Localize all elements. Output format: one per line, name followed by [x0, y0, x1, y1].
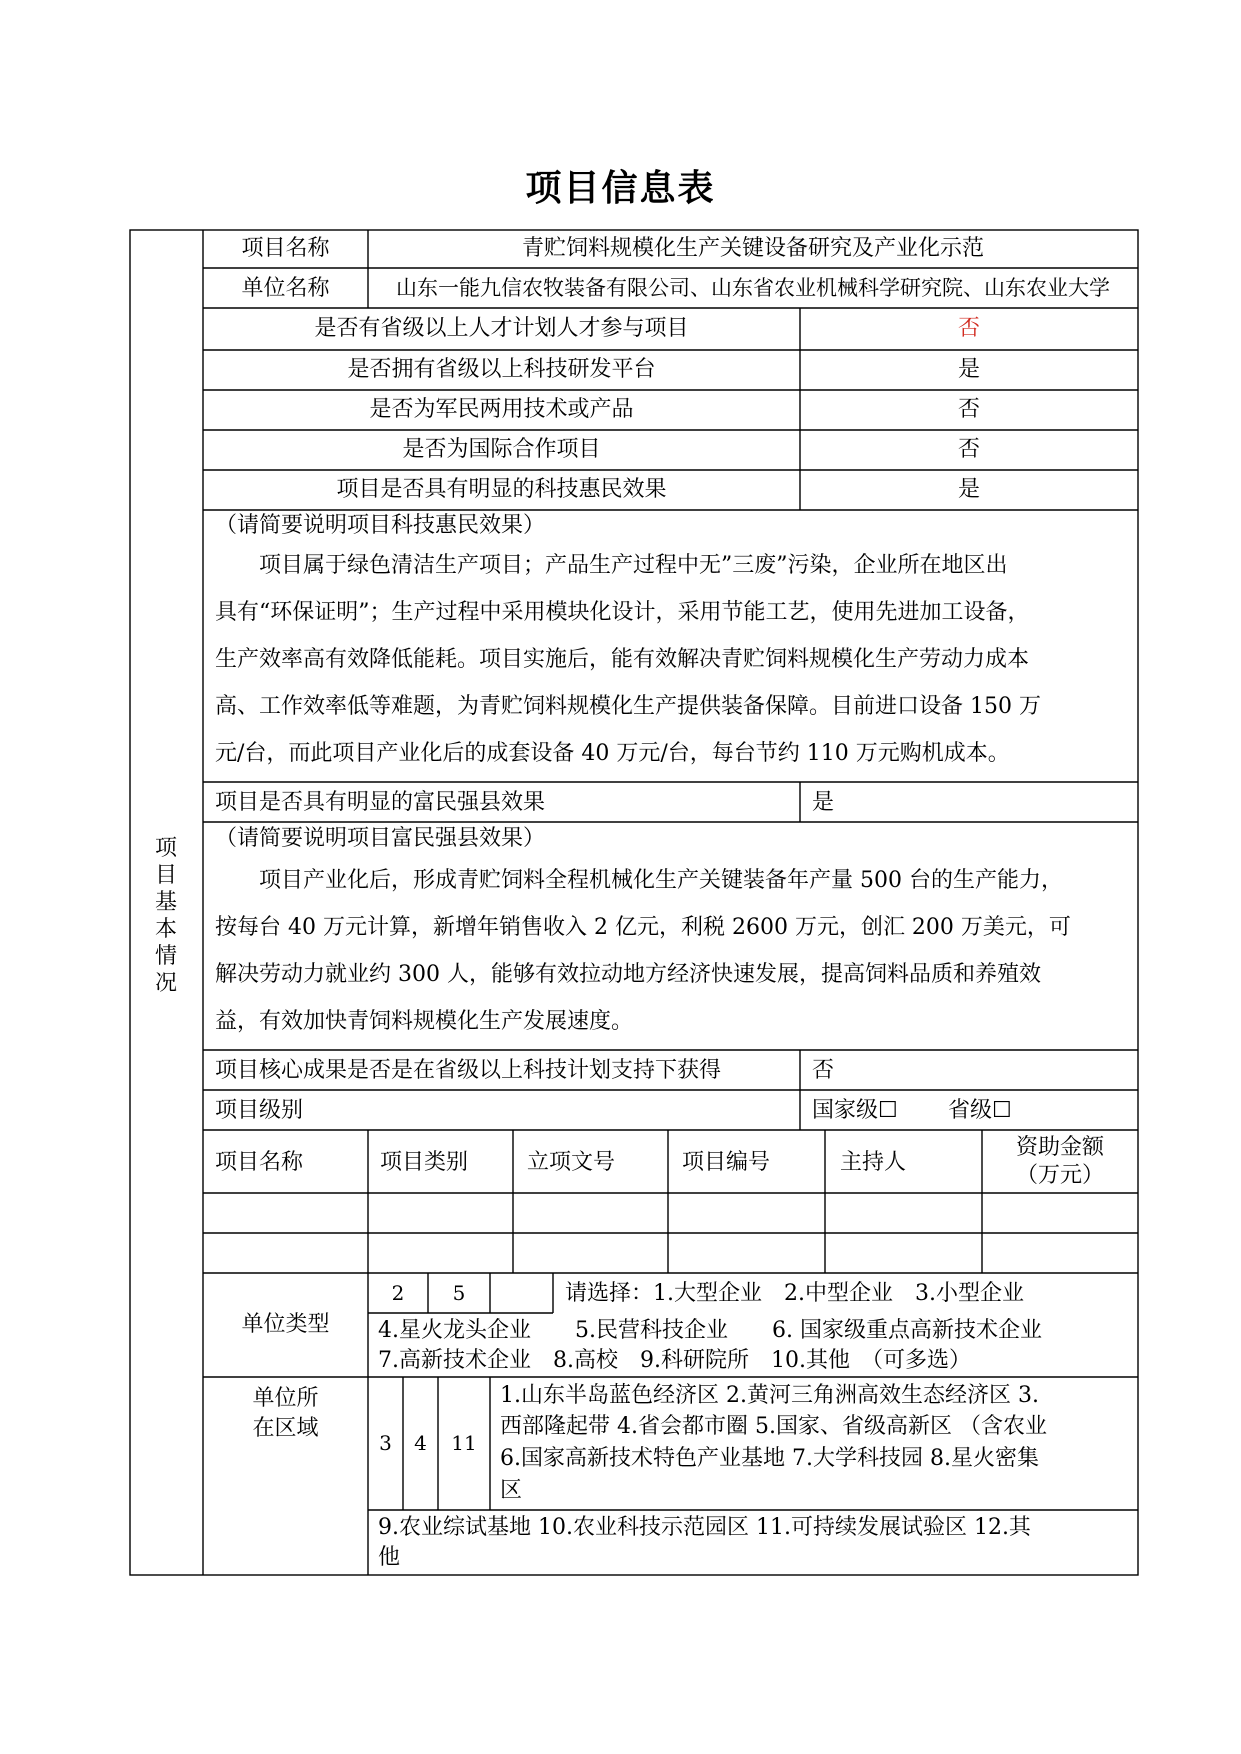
dual-use-answer: 否	[957, 397, 980, 422]
col-funding: 资助金额	[1015, 1135, 1104, 1160]
platform-question: 是否拥有省级以上科技研发平台	[347, 357, 656, 382]
region-options-line-3: 6.国家高新技术特色产业基地 7.大学科技园 8.星火密集	[500, 1446, 1039, 1471]
region-options-line-6: 他	[378, 1545, 401, 1570]
region-label-line-1: 单位所	[252, 1386, 319, 1411]
unit-name-value: 山东一能九信农牧装备有限公司、山东省农业机械科学研究院、山东农业大学	[396, 276, 1110, 300]
wealth-question: 项目是否具有明显的富民强县效果	[215, 790, 546, 815]
region-options-line-5: 9.农业综试基地 10.农业科技示范园区 11.可持续发展试验区 12.其	[378, 1515, 1031, 1540]
col-project-category: 项目类别	[380, 1150, 469, 1175]
unit-type-label: 单位类型	[241, 1312, 330, 1337]
level-label: 项目级别	[215, 1098, 304, 1123]
region-selection-3[interactable]: 11	[451, 1431, 477, 1455]
benefit-description: 项目属于绿色清洁生产项目；产品生产过程中无”三废”污染，企业所在地区出 具有“环保证明”；生产过程中采用模块化设计，采用节能工艺，使用先进加工设备， 生产效率高有效降低能耗。项目实施后，能有效解决青贮饲料规模化生产劳动力成本 高、工作效率低等难题，为青贮饲料规模化生产提供装备保障。目前进口设备 150 万 元/台，而此项目产业化后的成套设备 40 万元/台，每台节约 110 万元购机成本。	[215, 553, 1041, 766]
region-options-line-4: 区	[500, 1478, 523, 1503]
project-name-value: 青贮饲料规模化生产关键设备研究及产业化示范	[521, 236, 984, 261]
wealth-description: 项目产业化后，形成青贮饲料全程机械化生产关键装备年产量 500 台的生产能力， 按每台 40 万元计算，新增年销售收入 2 亿元，利税 2600 万元，创汇 200 万美元，可 解决劳动力就业约 300 人，能够有效拉动地方经济快速发展，提高饲料品质和养殖效 益，有效加快青饲料规模化生产发展速度。	[215, 868, 1071, 1034]
international-question: 是否为国际合作项目	[402, 437, 601, 462]
region-selection-1[interactable]: 3	[379, 1431, 392, 1455]
talent-question: 是否有省级以上人才计划人才参与项目	[314, 316, 689, 341]
col-approval-number: 立项文号	[527, 1150, 616, 1175]
talent-answer: 否	[957, 316, 980, 341]
region-label-line-2: 在区域	[252, 1416, 319, 1441]
col-project-name: 项目名称	[215, 1150, 304, 1175]
benefit-question: 项目是否具有明显的科技惠民效果	[336, 477, 667, 502]
core-question: 项目核心成果是否是在省级以上科技计划支持下获得	[215, 1058, 722, 1083]
wealth-answer: 是	[812, 790, 835, 815]
page-title: 项目信息表	[525, 168, 716, 209]
unit-type-options-line-1: 请选择：1.大型企业 2.中型企业 3.小型企业	[565, 1281, 1024, 1306]
wealth-heading: （请简要说明项目富民强县效果）	[215, 826, 546, 851]
region-selection-2[interactable]: 4	[414, 1431, 427, 1455]
section-label-basic-info: 项 目 基 本 情 况	[154, 836, 177, 996]
region-options-line-1: 1.山东半岛蓝色经济区 2.黄河三角洲高效生态经济区 3.	[500, 1383, 1039, 1408]
project-name-label: 项目名称	[241, 236, 330, 261]
unit-type-selection-1[interactable]: 2	[391, 1281, 405, 1305]
core-answer: 否	[812, 1058, 835, 1083]
unit-type-selection-2[interactable]: 5	[452, 1281, 466, 1305]
col-funding-unit: （万元）	[1015, 1163, 1104, 1188]
dual-use-question: 是否为军民两用技术或产品	[369, 397, 634, 422]
international-answer: 否	[957, 437, 980, 462]
level-national-checkbox[interactable]: 国家级☐	[812, 1098, 898, 1123]
unit-type-options-line-3: 7.高新技术企业 8.高校 9.科研院所 10.其他 （可多选）	[378, 1348, 971, 1373]
level-provincial-checkbox[interactable]: 省级☐	[948, 1098, 1012, 1123]
platform-answer: 是	[957, 357, 980, 382]
col-host: 主持人	[840, 1150, 907, 1175]
region-options-line-2: 西部隆起带 4.省会都市圈 5.国家、省级高新区 （含农业	[500, 1414, 1047, 1439]
benefit-heading: （请简要说明项目科技惠民效果）	[215, 513, 546, 538]
col-project-number: 项目编号	[682, 1150, 771, 1175]
unit-type-options-line-2: 4.星火龙头企业 5.民营科技企业 6. 国家级重点高新技术企业	[378, 1318, 1042, 1343]
benefit-answer: 是	[957, 477, 980, 502]
unit-name-label: 单位名称	[241, 276, 330, 301]
